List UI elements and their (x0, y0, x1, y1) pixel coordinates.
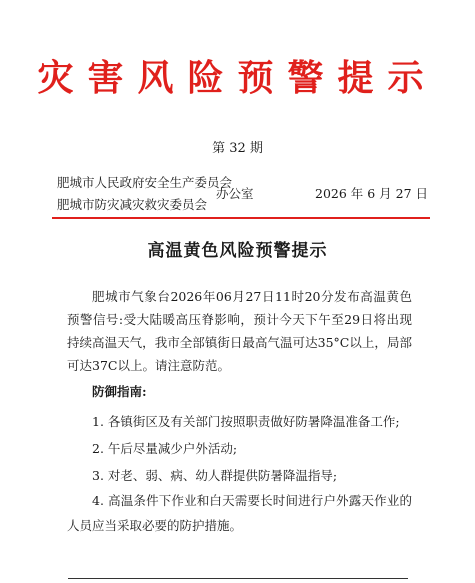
issue-date: 2026 年 6 月 27 日 (315, 186, 429, 201)
guide-item-3: 3. 对老、弱、病、幼人群提供防暑降温指导; (92, 468, 338, 483)
issue-number: 第 32 期 (212, 141, 263, 156)
header-divider (52, 217, 430, 219)
guide-item-2: 2. 午后尽量减少户外活动; (92, 441, 238, 456)
issuer-name-2: 肥城市防灾减灾救灾委员会 (57, 197, 208, 212)
document-title: 灾害风险预警提示 (37, 57, 438, 99)
guide-item-4: 4. 高温条件下作业和白天需要长时间进行户外露天作业的人员应当采取必要的防护措施。 (67, 493, 412, 533)
issuer-name-1: 肥城市人民政府安全生产委员会 (57, 175, 233, 190)
issuer-office: 办公室 (216, 186, 254, 201)
guide-heading: 防御指南: (92, 384, 147, 399)
notice-body: 肥城市气象台2026年06月27日11时20分发布高温黄色预警信号:受大陆暖高压脊影响，预计今天下午至29日将出现持续高温天气，我市全部镇街日最高气温可达35°C以上，局部可达37C以上。请注意防范。 (67, 289, 412, 373)
footer-divider (68, 578, 408, 579)
guide-item-1: 1. 各镇街区及有关部门按照职责做好防暑降温准备工作; (92, 414, 400, 429)
notice-subtitle: 高温黄色风险预警提示 (147, 241, 328, 261)
